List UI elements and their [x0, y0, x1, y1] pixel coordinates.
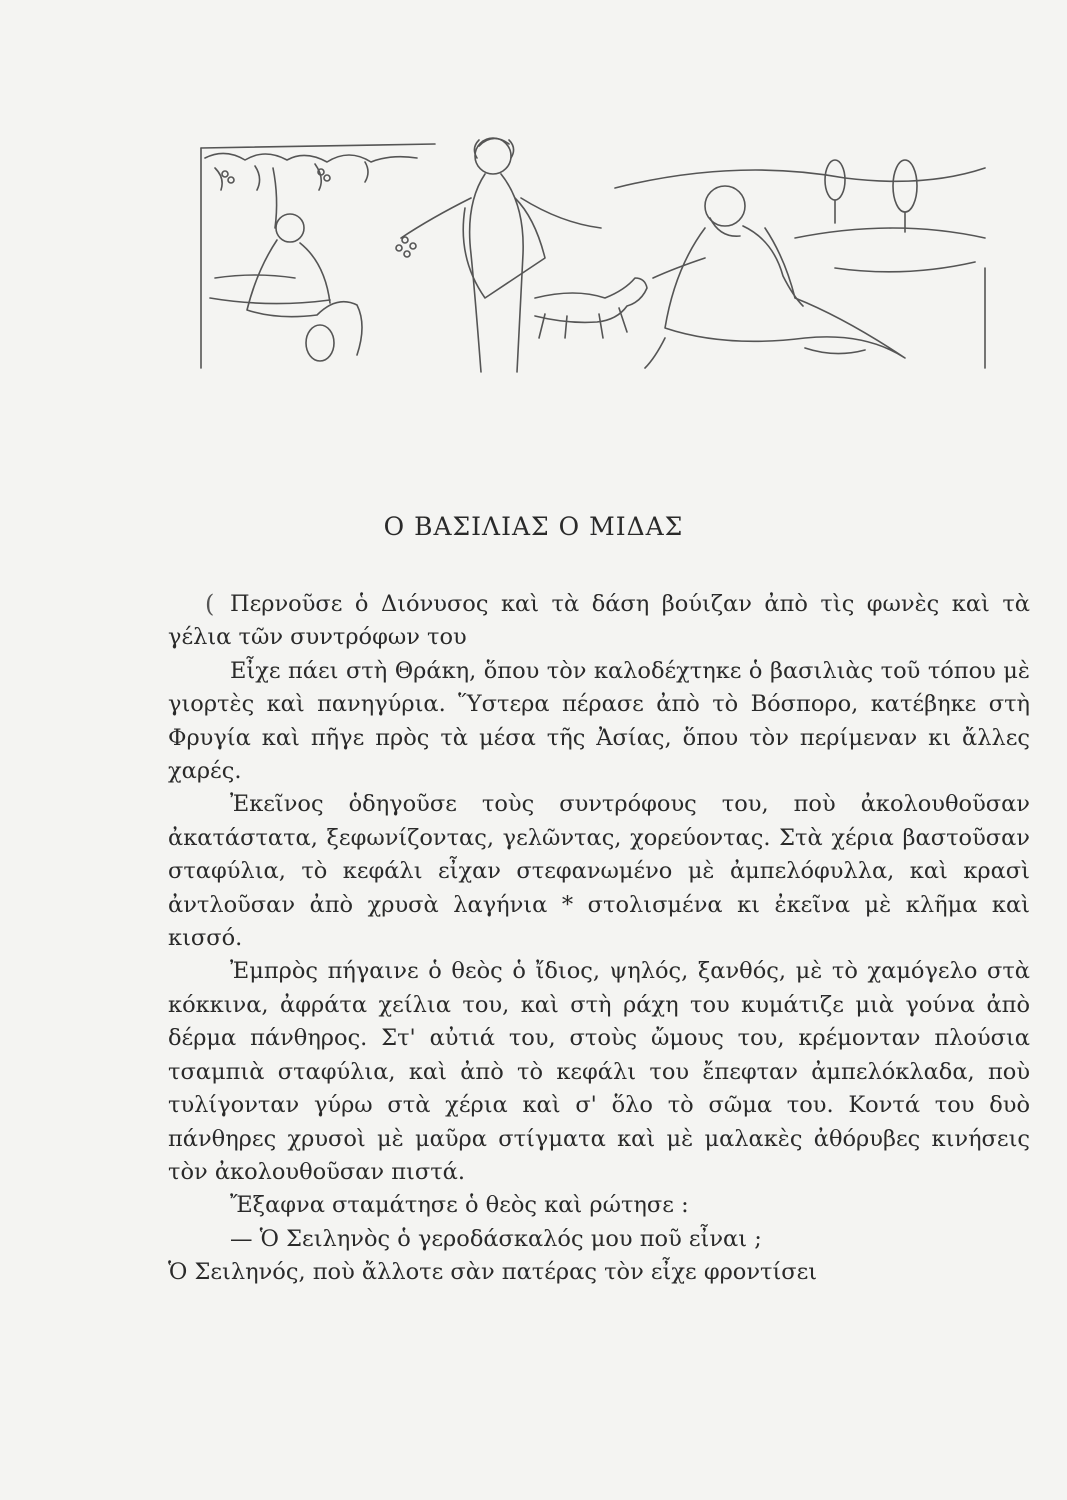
paragraph-3: Ἐκεῖνος ὁδηγοῦσε τοὺς συντρόφους του, ποὺ ἀκολουθοῦσαν ἀκατάστατα, ξεφωνίζοντας, γελῶντας, χορεύοντας. Στὰ χέρια βαστοῦσαν σταφύλια, τὸ κεφάλι εἶχαν στεφανωμένο μὲ ἀμπελόφυλλα, καὶ κρασὶ ἀντλοῦσαν ἀπὸ χρυσὰ λαγήνια * στολισμένα κι ἐκεῖνα μὲ κλῆμα καὶ κισσό. — [168, 791, 1030, 952]
paragraph-2: Εἶχε πάει στὴ Θράκη, ὅπου τὸν καλοδέχτηκε ὁ βασιλιὰς τοῦ τόπου μὲ γιορτὲς καὶ πανηγύρια. Ὕστερα πέρασε ἀπὸ τὸ Βόσπορο, κατέβηκε στὴ Φρυγία καὶ πῆγε πρὸς τὰ μέσα τῆς Ἀσίας, ὅπου τὸν περίμεναν κι ἄλλες χαρές. — [168, 657, 1030, 785]
paragraph-1: Περνοῦσε ὁ Διόνυσος καὶ τὰ δάση βούιζαν ἀπὸ τὶς φωνὲς καὶ τὰ γέλια τῶν συντρόφων του — [168, 591, 1030, 651]
dionysus-silenus-illustration — [195, 128, 995, 374]
margin-mark: ( — [205, 590, 215, 618]
story-title: Ο ΒΑΣΙΛΙΑΣ Ο ΜΙΔΑΣ — [383, 512, 684, 541]
paragraph-7: Ὁ Σειληνός, ποὺ ἄλλοτε σὰν πατέρας τὸν εἶχε φροντίσει — [168, 1259, 818, 1286]
story-text — [168, 588, 1030, 1290]
paragraph-5: Ἔξαφνα σταμάτησε ὁ θεὸς καὶ ρώτησε : — [230, 1192, 689, 1219]
paragraph-6: — Ὁ Σειληνὸς ὁ γεροδάσκαλός μου ποῦ εἶναι ; — [230, 1225, 762, 1252]
paragraph-4: Ἐμπρὸς πήγαινε ὁ θεὸς ὁ ἴδιος, ψηλός, ξανθός, μὲ τὸ χαμόγελο στὰ κόκκινα, ἀφράτα χείλια του, καὶ στὴ ράχη του κυμάτιζε μιὰ γούνα ἀπὸ δέρμα πάνθηρος. Στ' αὐτιά του, στοὺς ὤμους του, κρέμονταν πλούσια τσαμπιὰ σταφύλια, καὶ ἀπὸ τὸ κεφάλι του ἔπεφταν ἀμπελόκλαδα, ποὺ τυλίγονταν γύρω στὰ χέρια καὶ σ' ὅλο τὸ σῶμα του. Κοντά του δυὸ πάνθηρες χρυσοὶ μὲ μαῦρα στίγματα καὶ μὲ μαλακὲς ἀθόρυβες κινήσεις τὸν ἀκολουθοῦσαν πιστά. — [168, 958, 1030, 1185]
